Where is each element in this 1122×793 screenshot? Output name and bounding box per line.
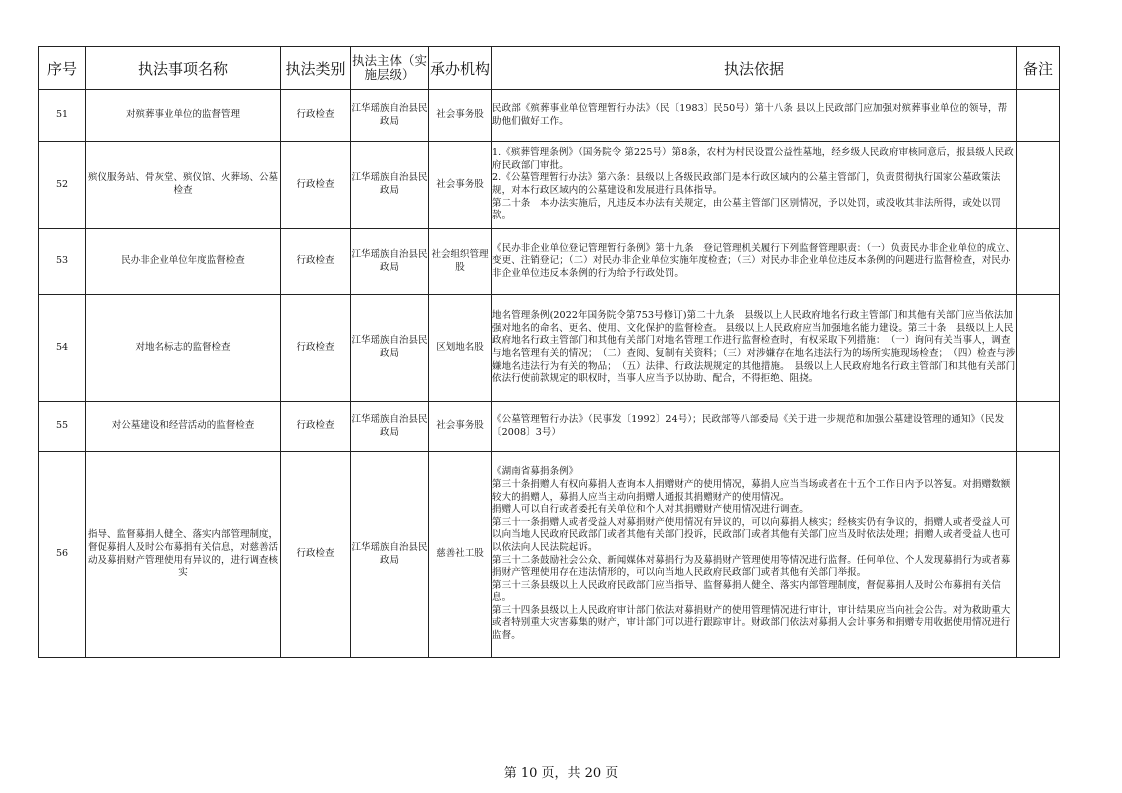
cell-dept: 社会事务股 bbox=[429, 142, 492, 229]
cell-seq: 51 bbox=[39, 90, 86, 142]
cell-type: 行政检查 bbox=[281, 295, 351, 402]
cell-remark bbox=[1017, 295, 1060, 402]
cell-type: 行政检查 bbox=[281, 402, 351, 452]
page-footer: 第 10 页，共 20 页 bbox=[503, 766, 619, 781]
cell-subject: 江华瑶族自治县民政局 bbox=[351, 90, 429, 142]
cell-basis: 《公墓管理暂行办法》（民事发〔1992〕24号）；民政部等八部委局《关于进一步规范和加强公墓建设管理的通知》（民发〔2008〕3号） bbox=[492, 402, 1017, 452]
header-dept: 承办机构 bbox=[429, 47, 492, 90]
cell-dept: 区划地名股 bbox=[429, 295, 492, 402]
cell-seq: 55 bbox=[39, 402, 86, 452]
cell-item-name: 对公墓建设和经营活动的监督检查 bbox=[86, 402, 281, 452]
cell-item-name: 民办非企业单位年度监督检查 bbox=[86, 229, 281, 295]
cell-dept: 社会组织管理股 bbox=[429, 229, 492, 295]
header-seq: 序号 bbox=[39, 47, 86, 90]
cell-subject: 江华瑶族自治县民政局 bbox=[351, 452, 429, 658]
cell-remark bbox=[1017, 229, 1060, 295]
cell-remark bbox=[1017, 142, 1060, 229]
cell-dept: 慈善社工股 bbox=[429, 452, 492, 658]
cell-subject: 江华瑶族自治县民政局 bbox=[351, 295, 429, 402]
cell-dept: 社会事务股 bbox=[429, 90, 492, 142]
cell-type: 行政检查 bbox=[281, 142, 351, 229]
cell-seq: 56 bbox=[39, 452, 86, 658]
cell-item-name: 对殡葬事业单位的监督管理 bbox=[86, 90, 281, 142]
table-row bbox=[39, 90, 1060, 142]
table-header-row bbox=[39, 47, 1060, 90]
cell-item-name: 对地名标志的监督检查 bbox=[86, 295, 281, 402]
enforcement-table bbox=[38, 46, 1060, 658]
cell-seq: 53 bbox=[39, 229, 86, 295]
cell-seq: 52 bbox=[39, 142, 86, 229]
cell-basis: 民政部《殡葬事业单位管理暂行办法》（民〔1983〕民50号）第十八条 县以上民政部门应加强对殡葬事业单位的领导，帮助他们做好工作。 bbox=[492, 90, 1017, 142]
table-row bbox=[39, 142, 1060, 229]
cell-remark bbox=[1017, 402, 1060, 452]
cell-basis: 《湖南省募捐条例》 第三十条捐赠人有权向募捐人查询本人捐赠财产的使用情况，募捐人应当当场或者在十五个工作日内予以答复。对捐赠数额较大的捐赠人，募捐人应当主动向捐赠人通报其捐赠财产的使用情况。 捐赠人可以自行或者委托有关单位和个人对其捐赠财产使用情况进行调查。 第三十一条捐赠人或者受益人对募捐财产使用情况有异议的，可以向募捐人核实；经核实仍有争议的，捐赠人或者受益人可以向当地人民政府民政部门或者其他有关部门投诉，民政部门或者其他有关部门应当及时依法处理；捐赠人或者受益人也可以依法向人民法院起诉。 第三十二条鼓励社会公众、新闻媒体对募捐行为及募捐财产管理使用等情况进行监督。任何单位、个人发现募捐行为或者募捐财产管理使用存在违法情形的，可以向当地人民政府民政部门或者其他有关部门举报。 第三十三条县级以上人民政府民政部门应当指导、监督募捐人健全、落实内部管理制度，督促募捐人及时公布募捐有关信息。 第三十四条县级以上人民政府审计部门依法对募捐财产的使用管理情况进行审计，审计结果应当向社会公告。对为救助重大或者特别重大灾害募集的财产，审计部门可以进行跟踪审计。财政部门依法对募捐人会计事务和捐赠专用收据使用情况进行监督。 bbox=[492, 452, 1017, 658]
cell-remark bbox=[1017, 452, 1060, 658]
cell-basis: 地名管理条例(2022年国务院令第753号修订)第二十九条 县级以上人民政府地名行政主管部门和其他有关部门应当依法加强对地名的命名、更名、使用、文化保护的监督检查。 县级以上人民政府应当加强地名能力建设。第三十条 县级以上人民政府地名行政主管部门和其他有关部门对地名管理工作进行监督检查时，有权采取下列措施： （一）询问有关当事人，调查与地名管理有关的情况； （二）查阅、复制有关资料；（三）对涉嫌存在地名违法行为的场所实施现场检查； （四）检查与涉嫌地名违法行为有关的物品； （五）法律、行政法规规定的其他措施。 县级以上人民政府地名行政主管部门和其他有关部门依法行使前款规定的职权时，当事人应当予以协助、配合，不得拒绝、阻挠。 bbox=[492, 295, 1017, 402]
table-row bbox=[39, 295, 1060, 402]
header-remark: 备注 bbox=[1017, 47, 1060, 90]
cell-type: 行政检查 bbox=[281, 452, 351, 658]
cell-subject: 江华瑶族自治县民政局 bbox=[351, 142, 429, 229]
header-subject: 执法主体（实施层级） bbox=[351, 47, 429, 90]
header-item-name: 执法事项名称 bbox=[86, 47, 281, 90]
cell-type: 行政检查 bbox=[281, 90, 351, 142]
cell-seq: 54 bbox=[39, 295, 86, 402]
table-row bbox=[39, 452, 1060, 658]
cell-item-name: 指导、监督募捐人健全、落实内部管理制度，督促募捐人及时公布募捐有关信息，对慈善活动及募捐财产管理使用有异议的，进行调查核实 bbox=[86, 452, 281, 658]
cell-subject: 江华瑶族自治县民政局 bbox=[351, 402, 429, 452]
cell-basis: 《民办非企业单位登记管理暂行条例》第十九条 登记管理机关履行下列监督管理职责：（一）负责民办非企业单位的成立、变更、注销登记；（二）对民办非企业单位实施年度检查；（三）对民办非企业单位违反本条例的问题进行监督检查，对民办非企业单位违反本条例的行为给予行政处罚。 bbox=[492, 229, 1017, 295]
cell-item-name: 殡仪服务站、骨灰堂、殡仪馆、火葬场、公墓检查 bbox=[86, 142, 281, 229]
table-row bbox=[39, 402, 1060, 452]
cell-dept: 社会事务股 bbox=[429, 402, 492, 452]
table-row bbox=[39, 229, 1060, 295]
header-type: 执法类别 bbox=[281, 47, 351, 90]
header-basis: 执法依据 bbox=[492, 47, 1017, 90]
cell-remark bbox=[1017, 90, 1060, 142]
cell-type: 行政检查 bbox=[281, 229, 351, 295]
cell-subject: 江华瑶族自治县民政局 bbox=[351, 229, 429, 295]
cell-basis: 1.《殡葬管理条例》（国务院令 第225号）第8条，农村为村民设置公益性墓地，经乡级人民政府审核同意后，报县级人民政府民政部门审批。 2.《公墓管理暂行办法》第六条：县级以上各级民政部门是本行政区域内的公墓主管部门，负责贯彻执行国家公墓政策法规，对本行政区域内的公墓建设和发展进行具体指导。 第二十条 本办法实施后，凡违反本办法有关规定，由公墓主管部门区别情况，予以处罚，或没收其非法所得，或处以罚款。 bbox=[492, 142, 1017, 229]
